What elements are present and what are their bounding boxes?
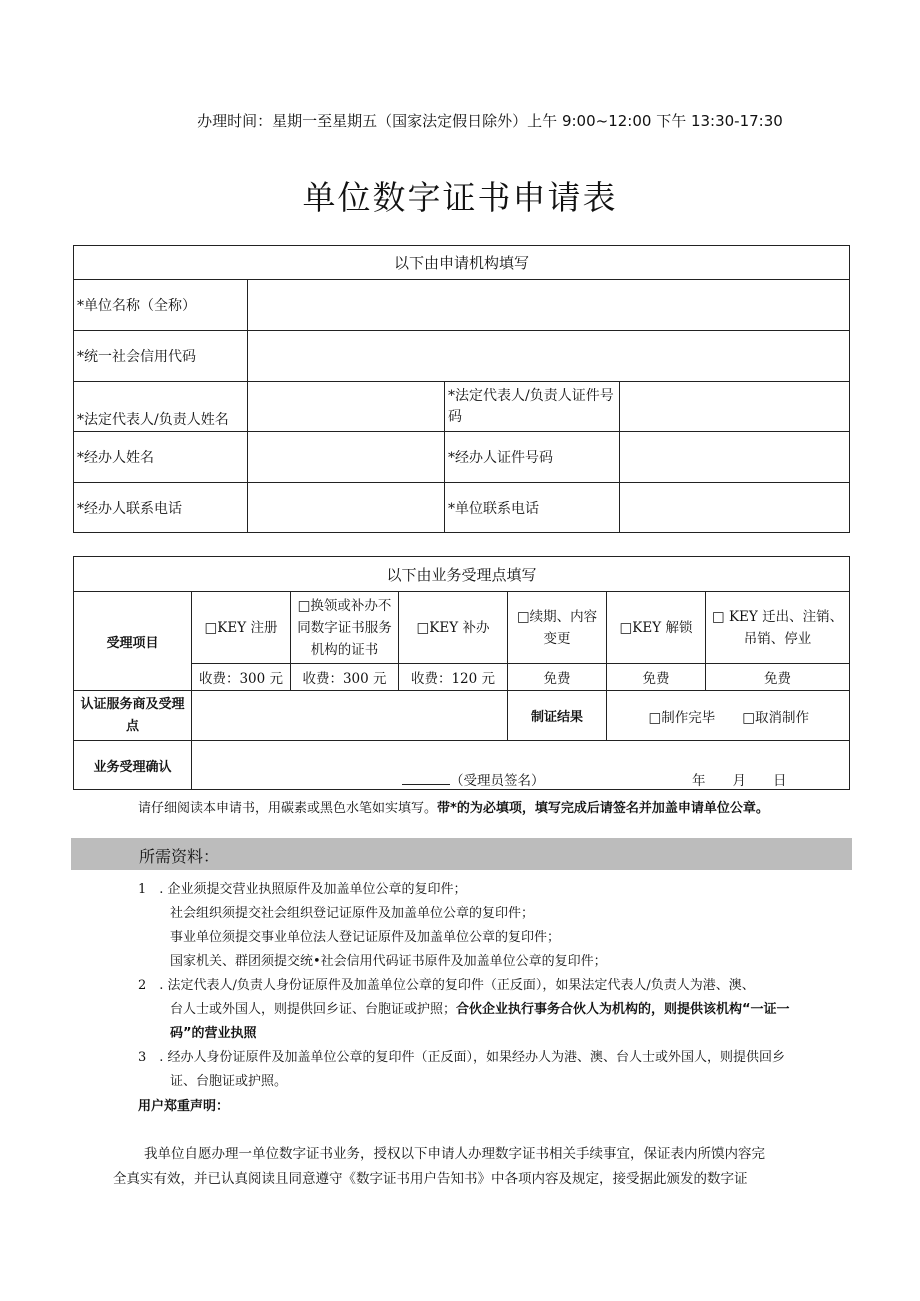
- declaration-line-1: 我单位自愿办理一单位数字证书业务，授权以下申请人办理数字证书相关手续事宜，保证表内所馍内容完: [144, 1146, 765, 1162]
- confirm-label: 业务受理确认: [74, 741, 192, 790]
- office-hours: 办理时间：星期一至星期五（国家法定假日除外）上午 9:00~12:00 下午 13:30-17:30: [197, 112, 783, 130]
- applicant-table: [73, 245, 850, 533]
- service-key-reissue[interactable]: □KEY 补办: [399, 592, 508, 664]
- material-1-line-4: 国家机关、群团须提交统•社会信用代码证书原件及加盖单位公章的复印件；: [170, 954, 607, 969]
- agent-phone-label: *经办人联系电话: [74, 483, 248, 533]
- agent-phone-field[interactable]: [248, 483, 445, 533]
- date-line: 年 月 日: [692, 773, 787, 789]
- material-1-line-2: 社会组织须提交社会组织登记证原件及加盖单位公章的复印件；: [170, 906, 535, 921]
- declaration-line-2: 全真实有效，并已认真阅读且同意遵守《数字证书用户告知书》中各项内容及规定，接受据此颁发的数字证: [113, 1171, 748, 1187]
- credit-code-field[interactable]: [248, 331, 850, 382]
- fee-key-register: 收费：300 元: [192, 664, 291, 691]
- signature-underline: [402, 772, 450, 785]
- material-2-line-2-normal: 台人士或外国人，则提供回乡证、台胞证或护照；: [170, 1002, 457, 1017]
- applicant-section-header: 以下由申请机构填写: [74, 246, 850, 280]
- service-table: [73, 556, 850, 790]
- provider-label: 认证服务商及受理点: [74, 691, 192, 741]
- material-2-line-1: 2 . 法定代表人/负责人身份证原件及加盖单位公章的复印件（正反面），如果法定代表人/负责人为港、澳、: [138, 978, 755, 993]
- unit-name-label: *单位名称（全称）: [74, 280, 248, 331]
- material-3-line-2: 证、台胞证或护照。: [170, 1074, 288, 1089]
- unit-name-field[interactable]: [248, 280, 850, 331]
- fee-key-reissue: 收费：120 元: [399, 664, 508, 691]
- legal-rep-id-label: *法定代表人/负责人证件号码: [445, 382, 620, 432]
- service-key-register[interactable]: □KEY 注册: [192, 592, 291, 664]
- service-renew-change[interactable]: □续期、内容变更: [508, 592, 607, 664]
- agent-id-field[interactable]: [620, 432, 850, 483]
- confirm-field[interactable]: [192, 741, 850, 790]
- result-options[interactable]: □制作完毕 □取消制作: [607, 691, 850, 741]
- form-title: 单位数字证书申请表: [302, 178, 618, 217]
- material-1-line-3: 事业单位须提交事业单位法人登记证原件及加盖单位公章的复印件；: [170, 930, 561, 945]
- fill-note: [138, 797, 769, 816]
- material-1-line-1: 1 . 企业须提交营业执照原件及加盖单位公章的复印件；: [138, 882, 467, 897]
- fee-exchange-cert: 收费：300 元: [291, 664, 399, 691]
- service-key-unlock[interactable]: □KEY 解锁: [607, 592, 706, 664]
- unit-phone-label: *单位联系电话: [445, 483, 620, 533]
- result-label: 制证结果: [508, 691, 607, 741]
- service-key-migrate-cancel[interactable]: □ KEY 迁出、注销、吊销、停业: [706, 592, 850, 664]
- fee-key-unlock: 免费: [607, 664, 706, 691]
- material-2-line-3-bold: 码”的营业执照: [170, 1026, 257, 1041]
- service-section-header: 以下由业务受理点填写: [74, 557, 850, 592]
- signature-caption: （受理员签名）: [450, 773, 545, 789]
- fee-key-migrate-cancel: 免费: [706, 664, 850, 691]
- credit-code-label: *统一社会信用代码: [74, 331, 248, 382]
- fee-renew-change: 免费: [508, 664, 607, 691]
- material-2-line-2-bold: 合伙企业执行事务合伙人为机构的，则提供该机构“一证一: [456, 1002, 790, 1017]
- fill-note-bold: 带*的为必填项，填写完成后请签名并加盖申请单位公章。: [437, 801, 769, 816]
- service-exchange-cert[interactable]: □换领或补办不同数字证书服务机构的证书: [291, 592, 399, 664]
- agent-name-field[interactable]: [248, 432, 445, 483]
- material-2-line-2: [170, 998, 790, 1017]
- agent-id-label: *经办人证件号码: [445, 432, 620, 483]
- legal-rep-name-label: *法定代表人/负责人姓名: [74, 382, 248, 432]
- service-items-label: 受理项目: [74, 592, 192, 691]
- unit-phone-field[interactable]: [620, 483, 850, 533]
- agent-name-label: *经办人姓名: [74, 432, 248, 483]
- provider-field[interactable]: [192, 691, 508, 741]
- material-3-line-1: 3 . 经办人身份证原件及加盖单位公章的复印件（正反面），如果经办人为港、澳、台人士或外国人，则提供回乡: [138, 1050, 786, 1065]
- signature-line: [402, 769, 545, 789]
- material-2-line-3: [170, 1022, 257, 1041]
- legal-rep-id-field[interactable]: [620, 382, 850, 432]
- materials-title: 所需资料：: [139, 847, 220, 866]
- declaration-title: 用户郑重声明：: [138, 1099, 230, 1114]
- fill-note-normal: 请仔细阅读本申请书，用碳素或黑色水笔如实填写。: [138, 801, 438, 816]
- materials-header-bar: [71, 838, 852, 870]
- legal-rep-name-field[interactable]: [248, 382, 445, 432]
